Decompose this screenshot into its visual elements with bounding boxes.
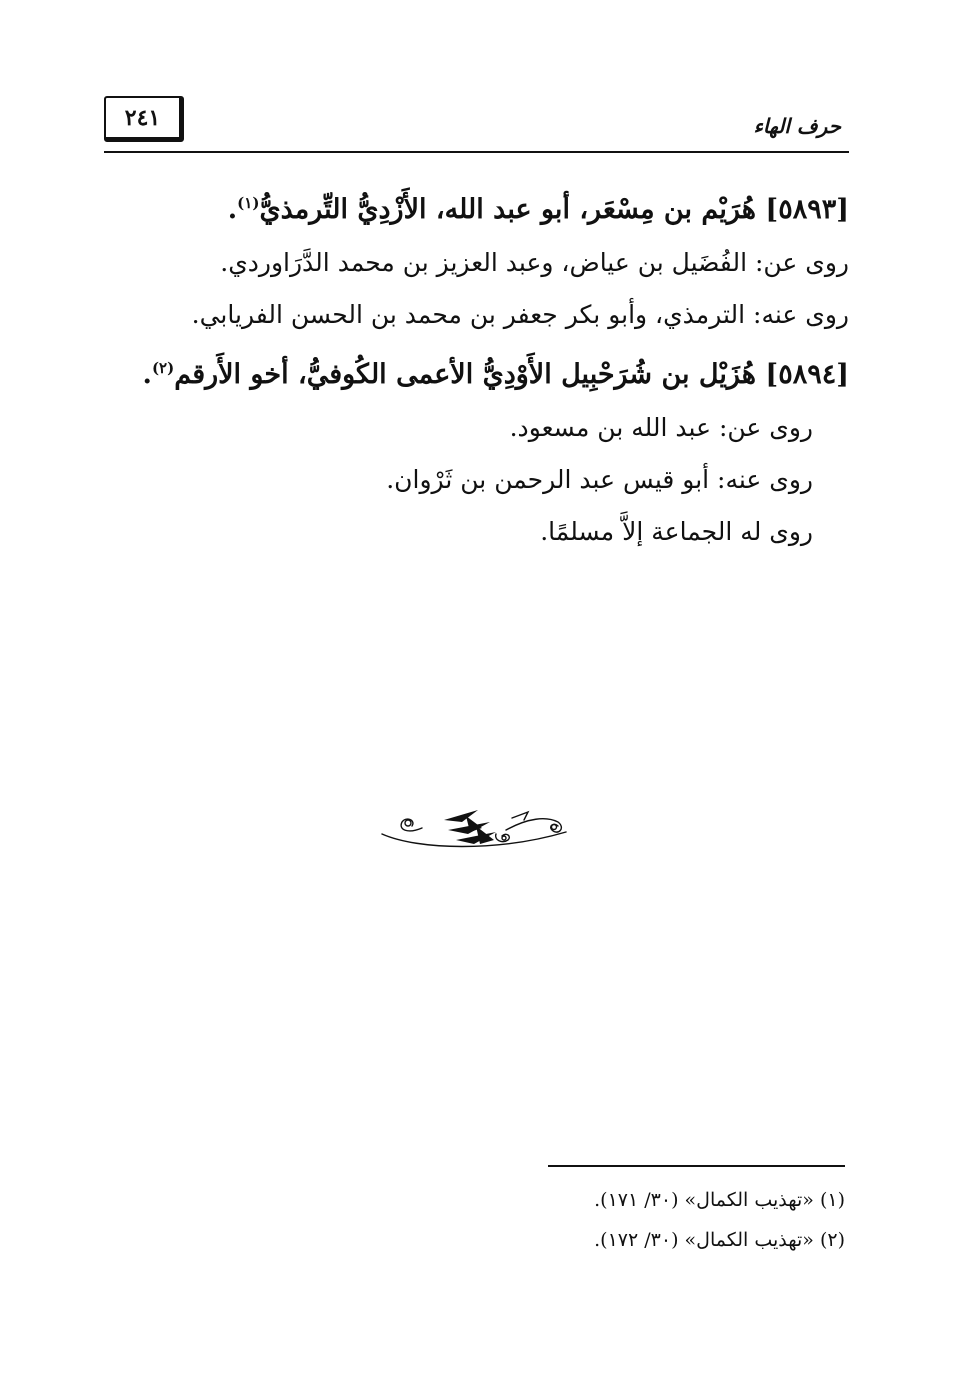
header-divider (104, 151, 849, 153)
narrated-from-line: روى عن: عبد الله بن مسعود. (509, 413, 813, 442)
entry-heading-end: . (142, 359, 152, 390)
footnote-divider (548, 1165, 845, 1167)
entry-5893 (99, 176, 849, 341)
footnote-1: (١) «تهذيب الكمال» (٣٠/ ١٧١). (594, 1189, 845, 1211)
entry-heading (99, 176, 849, 237)
entry-heading-text: [٥٨٩٣] هُرَيْم بن مِسْعَر، أبو عبد الله، الأَزْدِيُّ التِّرمذيُّ (259, 194, 849, 225)
transmitted-by-line: روى له الجماعة إلاَّ مسلمًا. (540, 517, 813, 546)
narrated-by-line: روى عنه: أبو قيس عبد الرحمن بن ثَرْوان. (386, 465, 813, 494)
main-text (99, 176, 849, 558)
narrated-from-line: روى عن: الفُضَيل بن عياض، وعبد العزيز بن محمد الدَّرَاوردي. (220, 248, 849, 277)
entry-heading-end: . (227, 194, 238, 225)
end-ornament (378, 800, 570, 852)
entry-5894 (99, 341, 849, 558)
entry-heading-text: [٥٨٩٤] هُزَيْل بن شُرَحْبِيل الأَوْدِيُّ الأعمى الكُوفيُّ، أخو الأَرقم (174, 359, 849, 390)
footnote-2: (٢) «تهذيب الكمال» (٣٠/ ١٧٢). (594, 1229, 845, 1251)
page-header (104, 96, 849, 158)
entry-heading (99, 341, 849, 402)
page-number: ٢٤١ (104, 96, 184, 142)
footnote-ref: (١) (237, 194, 260, 212)
footnotes (345, 1180, 845, 1260)
footnote-ref: (٢) (151, 359, 175, 377)
running-title: حرف الهاء (753, 114, 841, 138)
narrated-by-line: روى عنه: الترمذي، وأبو بكر جعفر بن محمد بن الحسن الفريابي. (191, 300, 849, 329)
